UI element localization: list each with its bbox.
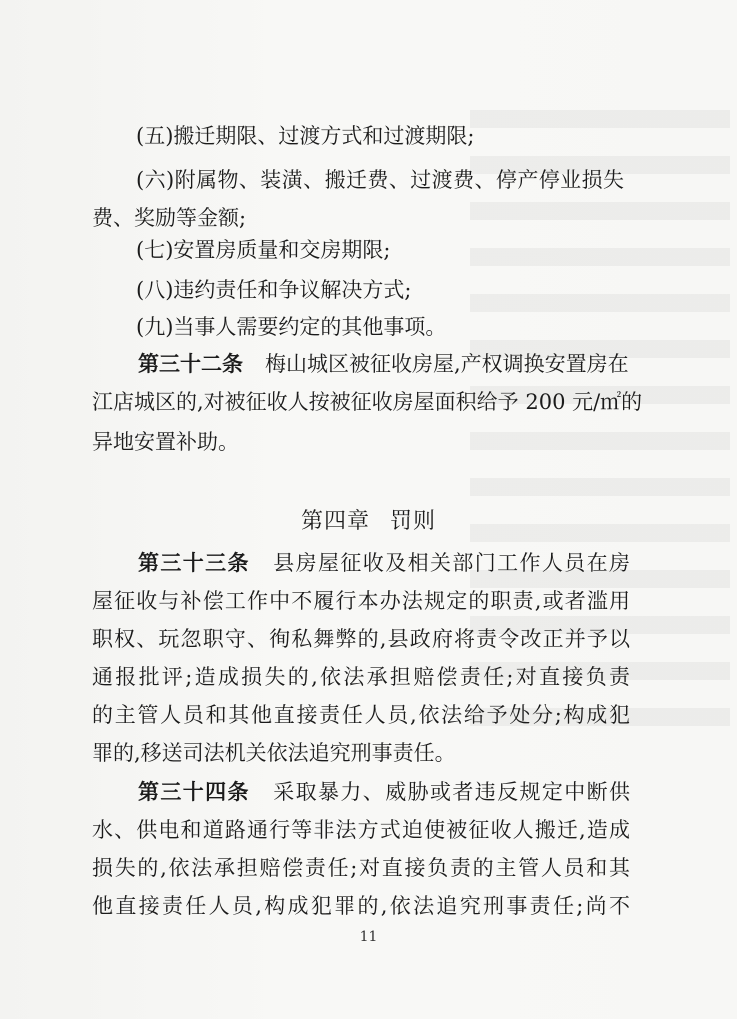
item-9: (九)当事人需要约定的其他事项。 [136,315,447,339]
article-32-title: 第三十二条 [138,351,243,376]
article-32-text: 梅山城区被征收房屋,产权调换安置房在 [265,352,629,376]
article-34-title: 第三十四条 [138,779,250,804]
article-32-line-3: 异地安置补助。 [92,430,239,454]
article-34-first-line [138,778,630,806]
article-33-line-5: 的主管人员和其他直接责任人员,依法给予处分;构成犯 [92,703,630,727]
chapter-title: 罚则 [390,509,437,534]
article-33-title: 第三十三条 [138,550,250,575]
article-34-text: 采取暴力、威胁或者违反规定中断供 [271,780,631,804]
article-33-text: 县房屋征收及相关部门工作人员在房 [271,551,631,575]
article-34-line-2: 水、供电和道路通行等非法方式迫使被征收人搬迁,造成 [92,818,630,842]
article-34-line-3: 损失的,依法承担赔偿责任;对直接负责的主管人员和其 [92,856,630,880]
article-33-line-6: 罪的,移送司法机关依法追究刑事责任。 [92,741,456,765]
article-32-first-line [138,350,629,378]
article-33-first-line [138,549,630,577]
item-5: (五)搬迁期限、过渡方式和过渡期限; [136,124,475,148]
item-6-cont: 费、奖励等金额; [92,206,247,230]
article-34-line-4: 他直接责任人员,构成犯罪的,依法追究刑事责任;尚不 [92,894,630,918]
show-through-texture [470,110,730,750]
item-8: (八)违约责任和争议解决方式; [136,278,412,302]
page-number: 11 [359,929,378,945]
article-33-line-3: 职权、玩忽职守、徇私舞弊的,县政府将责令改正并予以 [92,627,630,651]
item-6: (六)附属物、装潢、搬迁费、过渡费、停产停业损失 [136,168,624,192]
article-33-line-4: 通报批评;造成损失的,依法承担赔偿责任;对直接负责 [92,665,630,689]
chapter-number: 第四章 [300,509,370,534]
article-33-line-2: 屋征收与补偿工作中不履行本办法规定的职责,或者滥用 [92,589,630,613]
item-7: (七)安置房质量和交房期限; [136,238,391,262]
article-32-line-2: 江店城区的,对被征收人按被征收房屋面积给予 200 元/㎡的 [92,390,643,414]
chapter-heading [0,508,737,536]
